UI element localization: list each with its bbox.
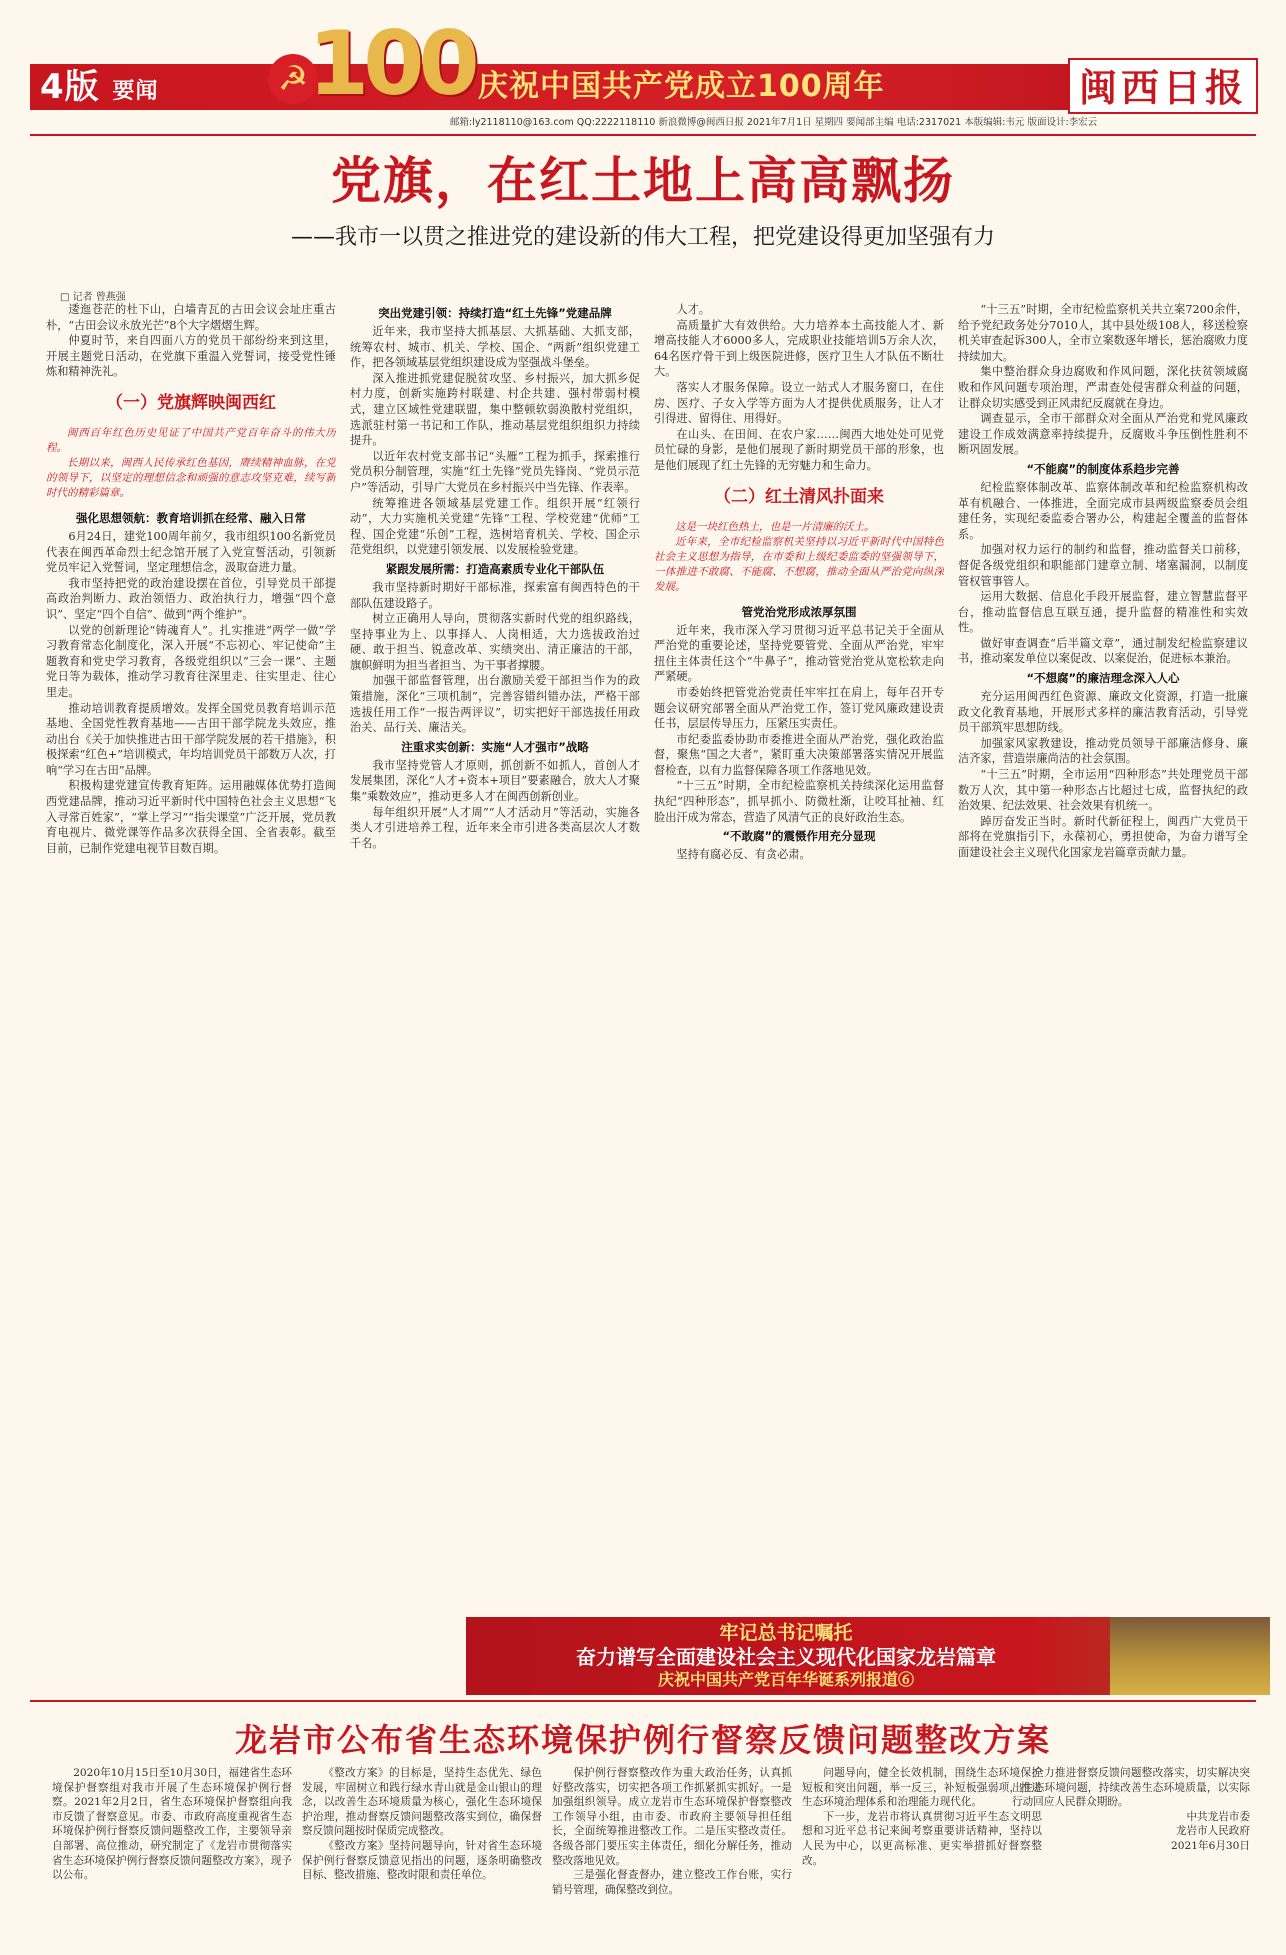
paragraph: 落实人才服务保障。设立一站式人才服务窗口，在住房、医疗、子女入学等方面为人才提供优质服务，让人才引得进、留得住、用得好。	[654, 380, 944, 426]
paragraph: 长期以来，闽西人民传承红色基因，赓续精神血脉，在党的领导下，以坚定的理想信念和顽强的意志攻坚克难，续写新时代的精彩篇章。	[46, 456, 336, 499]
subsection-heading-talent: 注重求实创新：实施“人才强市”战略	[401, 739, 589, 754]
col4-body-1	[958, 302, 1248, 458]
article-column-1	[46, 302, 336, 1632]
subsection-heading-party-building: 突出党建引领：持续打造“红土先锋”党建品牌	[378, 306, 612, 320]
paragraph: 6月24日，建党100周年前夕，我市组织100名新党员代表在闽西革命烈士纪念馆开展了入党宣誓活动，引领新党员牢记入党誓词，坚定理想信念，汲取奋进力量。	[46, 529, 336, 575]
paragraph: 全力推进督察反馈问题整改落实，切实解决突出生态环境问题，持续改善生态环境质量，以实际行动回应人民群众期盼。	[1012, 1767, 1250, 1809]
info-bar: 邮箱:ly2118110@163.com QQ:2222118110 新浪微博@闽西日报 2021年7月1日 星期四 要闻部主编 电话:2317021 本版编辑:韦元 版面设计:李宏云	[450, 117, 1098, 128]
bottom-column-4	[802, 1766, 1042, 1950]
subsection-heading-governance: 管党治党形成浓厚氛围	[741, 604, 857, 619]
section-divider	[30, 1700, 1256, 1702]
signature-government: 龙岩市人民政府	[1175, 1825, 1250, 1838]
newspaper-name: 闽西日报	[1068, 58, 1258, 114]
paragraph: 以党的创新理论“铸魂育人”。扎实推进“两学一做”学习教育常态化制度化，深入开展“不忘初心、牢记使命”主题教育和党史学习教育，各级党组织以“三会一课”、主题党日等为载体，推动学习教育往深里走、往实里走、往心里走。	[46, 623, 336, 699]
paragraph: 市纪委监委协助市委推进全面从严治党，强化政治监督，聚焦“国之大者”，紧盯重大决策部署落实情况开展监督检查，以有力监督保障各项工作落地见效。	[654, 732, 944, 777]
paragraph: 做好审查调查“后半篇文章”，通过制发纪检监察建议书，推动案发单位以案促改、以案促治，促进标本兼治。	[958, 636, 1248, 666]
signature-party-committee: 中共龙岩市委	[1186, 1810, 1250, 1823]
bottom-col5-body	[1012, 1766, 1250, 1810]
paragraph: 我市坚持把党的政治建设摆在首位，引导党员干部提高政治判断力、政治领悟力、政治执行力，增强“四个意识”、坚定“四个自信”、做到“两个维护”。	[46, 576, 336, 621]
party-emblem-icon: ☭	[268, 54, 318, 104]
col1-body	[46, 529, 336, 856]
article-column-4	[958, 302, 1248, 1622]
paragraph: 市委始终把管党治党责任牢牢扛在肩上，每年召开专题会议研究部署全面从严治党工作，签订党风廉政建设责任书，层层传导压力，压紧压实责任。	[654, 685, 944, 731]
col4-body-3	[958, 689, 1248, 861]
paragraph: 加强干部监督管理，出台激励关爱干部担当作为的政策措施，深化“三项机制”，完善容错纠错办法，严格干部选拔任用工作“一报告两评议”，切实把好干部选拔任用政治关、品行关、廉洁关。	[350, 674, 640, 735]
section-2-lead	[654, 520, 944, 595]
top-rule	[30, 134, 1256, 136]
paragraph: 以近年农村党支部书记“头雁”工程为抓手，探索推行党员积分制管理，实施“红土先锋”党员先锋岗、“党员示范户”等活动，引导广大党员在乡村振兴中当先锋、作表率。	[350, 449, 640, 494]
col4-body-2	[958, 480, 1248, 667]
col2-body-2	[350, 580, 640, 736]
paragraph: 积极构建党建宣传教育矩阵。运用融媒体优势打造闽西党建品牌，推动习近平新时代中国特色社会主义思想“飞入寻常百姓家”，“掌上学习”“指尖课堂”广泛开展，党员教育电视片、微党课等作品多次获得全国、全省表彰。截至目前，已制作党建电视节目数百期。	[46, 779, 336, 855]
paragraph: 在山头、在田间、在农户家……闽西大地处处可见党员忙碌的身影，是他们展现了新时期党员干部的形象，也是他们展现了红土先锋的无穷魅力和生命力。	[654, 427, 944, 472]
paragraph: 集中整治群众身边腐败和作风问题，深化扶贫领域腐败和作风问题专项治理，严肃查处侵害群众利益的问题，让群众切实感受到正风肃纪反腐就在身边。	[958, 365, 1248, 410]
celebrate-slogan: 庆祝中国共产党成立100周年	[478, 69, 885, 104]
section-1-lead	[46, 426, 336, 501]
subsection-heading-deterrence: “不敢腐”的震慑作用充分显现	[722, 829, 876, 844]
bottom-column-2	[302, 1766, 542, 1950]
paragraph: 《整改方案》的目标是，坚持生态优先、绿色发展，牢固树立和践行绿水青山就是金山银山的理念，以改善生态环境质量为核心，强化生态环境保护治理，推动督察反馈问题整改落实到位，确保督察反馈问题按时保质完成整改。	[302, 1767, 542, 1838]
paragraph: “十三五”时期，全市纪检监察机关持续深化运用监督执纪“四种形态”，抓早抓小、防微杜渐，让咬耳扯袖、红脸出汗成为常态，营造了风清气正的良好政治生态。	[654, 779, 944, 824]
subsection-heading-system: “不能腐”的制度体系趋步完善	[1026, 461, 1180, 476]
series-banner	[466, 1617, 1270, 1695]
paragraph: 踔厉奋发正当时。新时代新征程上，闽西广大党员干部将在党旗指引下，永葆初心，勇担使命，为奋力谱写全面建设社会主义现代化国家龙岩篇章贡献力量。	[958, 814, 1248, 859]
byline: □ 记者 曾燕强	[60, 292, 126, 303]
paragraph: 近年来，我市深入学习贯彻习近平总书记关于全面从严治党的重要论述，坚持党要管党、全面从严治党，牢牢扭住主体责任这个“牛鼻子”，推动管党治党从宽松软走向严紧硬。	[654, 623, 944, 684]
paragraph: 仲夏时节，来自四面八方的党员干部纷纷来到这里，开展主题党日活动，在党旗下重温入党誓词，接受党性锤炼和精神洗礼。	[46, 334, 336, 379]
paragraph: 调查显示，全市干部群众对全面从严治党和党风廉政建设工作成效满意率持续提升，反腐败斗争压倒性胜利不断巩固发展。	[958, 412, 1248, 457]
masthead	[0, 0, 1286, 140]
article-subtitle: ——我市一以贯之推进党的建设新的伟大工程，把党建设得更加坚强有力	[290, 225, 995, 250]
paragraph: 我市坚持新时期好干部标准，探索富有闽西特色的干部队伍建设路子。	[350, 580, 640, 610]
paragraph: 近年来，全市纪检监察机关坚持以习近平新时代中国特色社会主义思想为指导，在市委和上级纪委监委的坚强领导下，一体推进不敢腐、不能腐、不想腐，推动全面从严治党向纵深发展。	[654, 535, 944, 593]
paragraph: 下一步，龙岩市将认真贯彻习近平生态文明思想和习近平总书记来闽考察重要讲话精神，坚持以人民为中心，以更高标准、更实举措抓好督察整改。	[802, 1810, 1042, 1867]
article-column-3	[654, 302, 944, 1622]
paragraph: 闽西百年红色历史见证了中国共产党百年奋斗的伟大历程。	[46, 426, 336, 454]
paragraph: 逶迤苍茫的杜下山，白墙青瓦的古田会议会址庄重古朴，“古田会议永放光芒”8个大字熠熠生辉。	[46, 303, 336, 332]
paragraph: 2020年10月15日至10月30日，福建省生态环境保护督察组对我市开展了生态环境保护例行督察。2021年2月2日，省生态环境保护督察组向我市反馈了督察意见。市委、市政府高度重视省生态环境保护例行督察反馈问题整改工作，主要领导亲自部署、高位推动，研究制定了《龙岩市贯彻落实省生态环境保护例行督察反馈问题整改方案》，现予以公布。	[52, 1767, 292, 1882]
col3-body-1	[654, 302, 944, 474]
paragraph: 统筹推进各领域基层党建工作。组织开展“红领行动”，大力实施机关党建“先锋”工程、学校党建“优师”工程、国企党建“乐创”工程，选树培育机关、学校、国企示范党组织，以党建引领发展、以发展检验党建。	[350, 496, 640, 557]
section-heading-1: （一）党旗辉映闽西红	[106, 392, 276, 413]
paragraph: 人才。	[676, 303, 710, 316]
section-name: 要闻	[112, 79, 159, 104]
article-title: 党旗，在红土地上高高飘扬	[331, 152, 955, 210]
bottom-column-5	[1012, 1766, 1250, 1950]
signature-date: 2021年6月30日	[1171, 1839, 1250, 1852]
paragraph: 深入推进抓党建促脱贫攻坚、乡村振兴，加大抓乡促村力度，创新实施跨村联建、村企共建、强村带弱村模式，建立区域性党建联盟，集中整顿软弱涣散村党组织，选派驻村第一书记和工作队，推动基层党组织组织力持续提升。	[350, 371, 640, 448]
edition-label	[40, 66, 159, 113]
paragraph: “十三五”时期，全市运用“四种形态”共处理党员干部数万人次，其中第一种形态占比超过七成，监督执纪的政治效果、纪法效果、社会效果有机统一。	[958, 768, 1248, 813]
paragraph: “十三五”时期，全市纪检监察机关共立案7200余件，给予党纪政务处分7010人，其中县处级108人，移送检察机关审查起诉300人，全市立案数逐年增长，惩治腐败力度持续加大。	[958, 303, 1248, 363]
paragraph: 推动培训教育提质增效。发挥全国党员教育培训示范基地、全国党性教育基地——古田干部学院龙头效应，推动出台《关于加快推进古田干部学院发展的若干措施》，积极探索“红色+”培训模式，年均培训党员干部数万人次，打响“学习在古田”品牌。	[46, 701, 336, 777]
banner-line-3: 庆祝中国共产党百年华诞系列报道⑥	[657, 1670, 914, 1689]
paragraph: 近年来，我市坚持大抓基层、大抓基础、大抓支部，统筹农村、城市、机关、学校、国企、“两新”组织党建工作，把各领域基层党组织建设成为坚强战斗堡垒。	[350, 325, 640, 370]
paragraph: 这是一块红色热土，也是一片清廉的沃土。	[675, 520, 875, 533]
col3-body-3	[654, 847, 944, 863]
subsection-heading-cadres: 紧跟发展所需：打造高素质专业化干部队伍	[385, 561, 605, 576]
banner-line-2: 奋力谱写全面建设社会主义现代化国家龙岩篇章	[576, 1645, 996, 1669]
edition-number: 4版	[40, 67, 100, 107]
centenary-logo	[268, 12, 478, 115]
col2-body-3	[350, 758, 640, 852]
paragraph: 坚持有腐必反、有贪必肃。	[676, 848, 811, 862]
subsection-heading-thought: 强化思想领航：教育培训抓在经常、融入日常	[76, 510, 306, 525]
paragraph: 加强对权力运行的制约和监督，推动监督关口前移，督促各级党组织和职能部门建章立制、堵塞漏洞，以制度管权管事管人。	[958, 543, 1248, 588]
paragraph: 充分运用闽西红色资源、廉政文化资源，打造一批廉政文化教育基地，开展形式多样的廉洁教育活动，引导党员干部筑牢思想防线。	[958, 690, 1248, 735]
col3-body-2	[654, 623, 944, 826]
paragraph: 保护例行督察整改作为重大政治任务，认真抓好整改落实，切实把各项工作抓紧抓实抓好。一是加强组织领导。成立龙岩市生态环境保护督察整改工作领导小组，由市委、市政府主要领导担任组长，全面统筹推进整改工作。二是压实整改责任。各级各部门要压实主体责任，细化分解任务，推动整改落地见效。	[552, 1767, 792, 1867]
subsection-heading-integrity: “不想腐”的廉洁理念深入人心	[1026, 671, 1180, 686]
paragraph: 每年组织开展“人才周”“人才活动月”等活动，实施各类人才引进培养工程，近年来全市引进各类高层次人才数千名。	[350, 805, 640, 850]
col2-body-1	[350, 324, 640, 558]
centenary-number: 100	[308, 12, 474, 115]
bottom-column-3	[552, 1766, 792, 1950]
section-heading-2: （二）红土清风扑面来	[714, 486, 884, 507]
bottom-column-1	[52, 1766, 292, 1950]
banner-line-1: 牢记总书记嘱托	[719, 1622, 853, 1644]
paragraph: 问题导向，健全长效机制，围绕生态环境保护短板和突出问题，举一反三，补短板强弱项，推进生态环境治理体系和治理能力现代化。	[802, 1767, 1042, 1809]
paragraph: 三是强化督查督办，建立整改工作台账，实行销号管理，确保整改到位。	[552, 1869, 792, 1896]
article-column-2	[350, 302, 640, 1622]
paragraph: 加强家风家教建设，推动党员领导干部廉洁修身、廉洁齐家，营造崇廉尚洁的社会氛围。	[958, 736, 1248, 766]
paragraph: 《整改方案》坚持问题导向，针对省生态环境保护例行督察反馈意见指出的问题，逐条明确整改目标、整改措施、整改时限和责任单位。	[302, 1839, 542, 1882]
col1-intro	[46, 302, 336, 380]
paragraph: 树立正确用人导向，贯彻落实新时代党的组织路线，坚持事业为上、以事择人、人岗相适，大力选拔政治过硬、敢于担当、锐意改革、实绩突出、清正廉洁的干部，旗帜鲜明为担当者担当、为干事者撑腰。	[350, 612, 640, 672]
bottom-article-title: 龙岩市公布省生态环境保护例行督察反馈问题整改方案	[234, 1721, 1051, 1759]
paragraph: 纪检监察体制改革、监察体制改革和纪检监察机构改革有机融合、一体推进，全面完成市县两级监察委员会组建任务，实现纪委监委合署办公，构建起全覆盖的监督体系。	[958, 480, 1248, 541]
paragraph: 我市坚持党管人才原则，抓创新不如抓人，首创人才发展集团，深化“人才+资本+项目”要素融合，放大人才聚集“乘数效应”，推动更多人才在闽西创新创业。	[350, 758, 640, 804]
banner-photo	[1110, 1617, 1270, 1695]
paragraph: 高质量扩大有效供给。大力培养本土高技能人才、新增高技能人才6000多人，完成职业技能培训5万余人次，64名医疗骨干到上级医院进修，医疗卫生人才队伍不断壮大。	[654, 318, 944, 379]
paragraph: 运用大数据、信息化手段开展监督，建立智慧监督平台，推动监督信息互联互通，提升监督的精准性和实效性。	[958, 590, 1248, 635]
